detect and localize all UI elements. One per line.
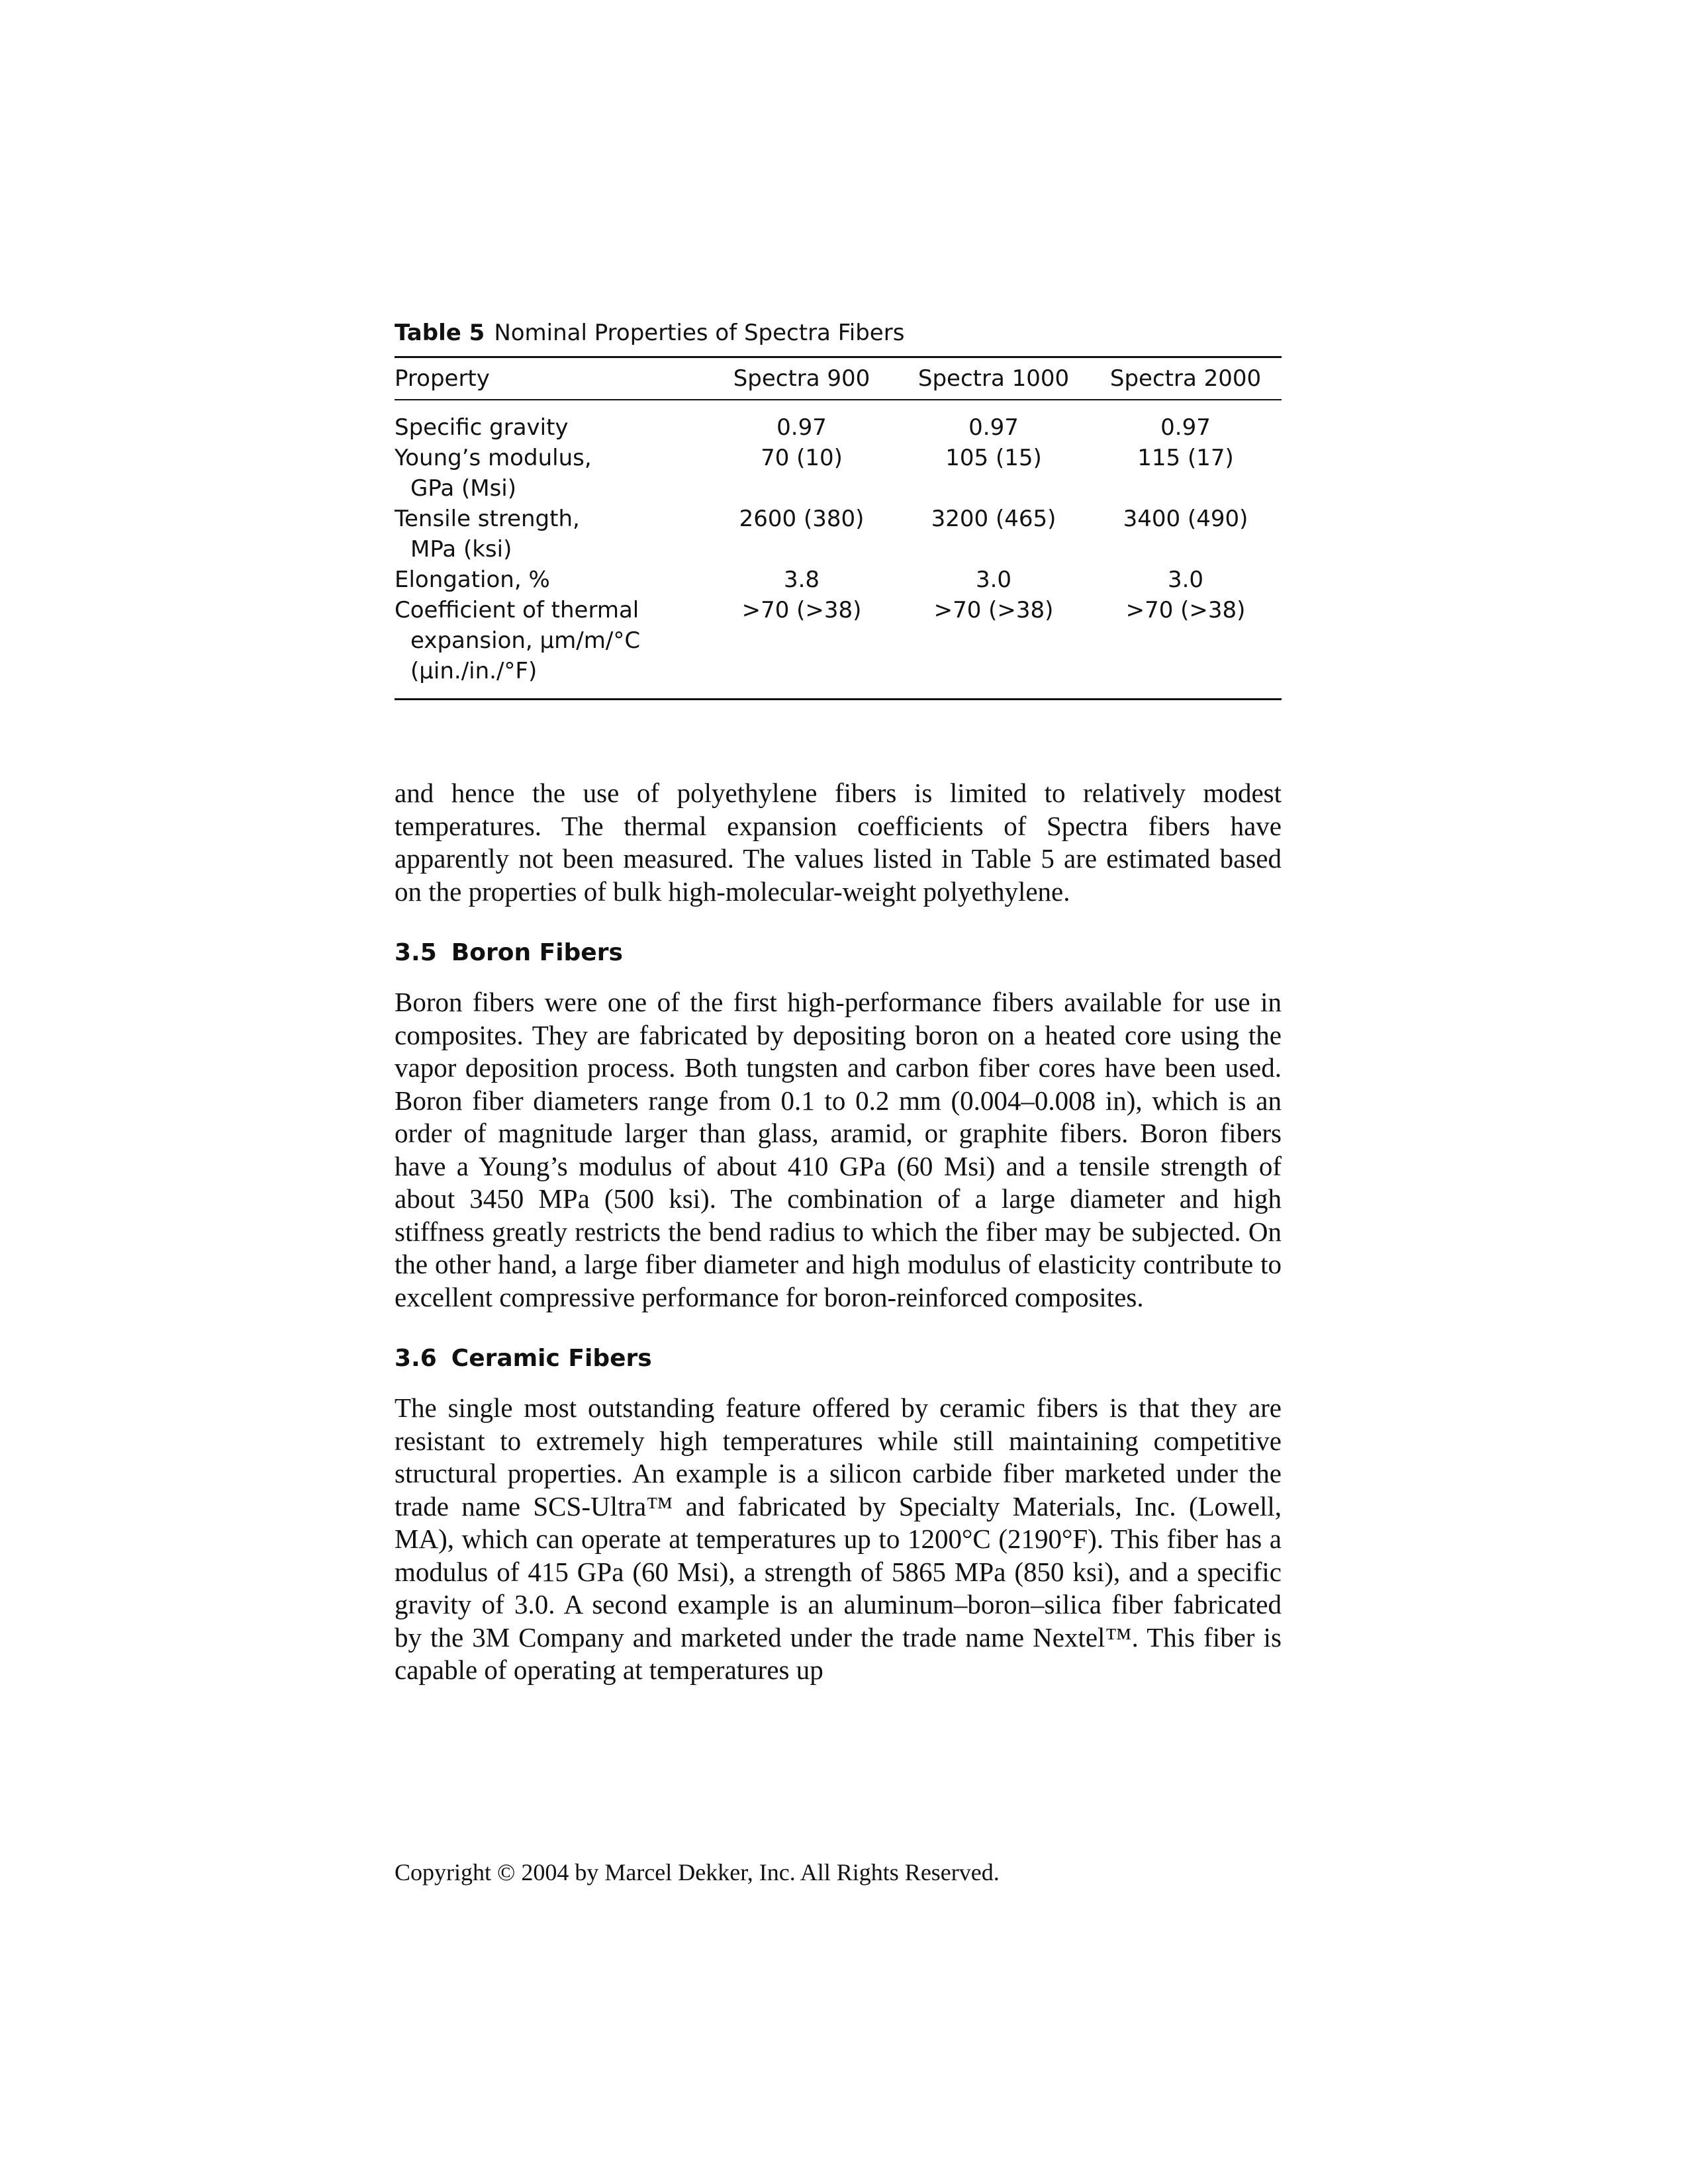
spectra-properties-table	[395, 356, 1282, 700]
boron-fibers-paragraph: Boron fibers were one of the first high-performance fibers available for use in composites. They are fabricated by depositing boron on a heated core using the vapor deposition process. Both tungsten and carbon fiber cores have been used. Boron fiber diameters range from 0.1 to 0.2 mm (0.004–0.008 in), which is an order of magnitude larger than glass, aramid, or graphite fibers. Boron fibers have a Young’s modulus of about 410 GPa (60 Msi) and a tensile strength of about 3450 MPa (500 ksi). The combination of a large diameter and high stiffness greatly restricts the bend radius to which the fiber may be subjected. On the other hand, a large fiber diameter and high modulus of elasticity contribute to excellent compressive performance for boron-reinforced composites.	[395, 987, 1282, 1312]
value-cell: 2600 (380)	[739, 506, 865, 532]
section-number: 3.6	[395, 1345, 437, 1372]
section-heading-ceramic-fibers	[395, 1343, 1282, 1375]
value-cell: 3.8	[783, 567, 820, 593]
property-unit: (µin./in./°F)	[410, 658, 538, 684]
column-header-property: Property	[395, 357, 706, 400]
table-header-row	[395, 357, 1282, 400]
copyright-footer: Copyright © 2004 by Marcel Dekker, Inc. All Rights Reserved.	[395, 1859, 1000, 1886]
section-heading-boron-fibers	[395, 937, 1282, 969]
intro-paragraph: and hence the use of polyethylene fibers is limited to relatively modest temperatures. The thermal expansion coefficients of Spectra fibers have apparently not been measured. The values listed in Table 5 are estimated based on the properties of bulk high-molecular-weight polyethylene.	[395, 778, 1282, 907]
value-cell: >70 (>38)	[898, 595, 1090, 700]
property-cell	[395, 504, 706, 565]
property-unit: GPa (Msi)	[410, 475, 516, 502]
value-cell: 115 (17)	[1137, 445, 1234, 471]
property-cell	[395, 443, 706, 504]
value-cell: 0.97	[1160, 414, 1211, 441]
section-title: Boron Fibers	[451, 939, 623, 966]
table-title: Nominal Properties of Spectra Fibers	[494, 320, 905, 346]
value-cell: 3200 (465)	[931, 506, 1056, 532]
value-cell: 70 (10)	[761, 445, 843, 471]
property-unit: expansion, µm/m/°C	[410, 627, 641, 654]
property-name: Specific gravity	[395, 414, 569, 441]
value-cell: 105 (15)	[945, 445, 1042, 471]
column-header-spectra-1000: Spectra 1000	[898, 357, 1090, 400]
section-number: 3.5	[395, 939, 437, 966]
table-row	[395, 595, 1282, 700]
property-cell	[395, 565, 706, 595]
table-label: Table 5	[395, 320, 485, 346]
table-row	[395, 565, 1282, 595]
ceramic-fibers-paragraph: The single most outstanding feature offered by ceramic fibers is that they are resistant to extremely high temperatures while still maintaining competitive structural properties. An example is a silicon carbide fiber marketed under the trade name SCS-Ultra™ and fabricated by Specialty Materials, Inc. (Lowell, MA), which can operate at temperatures up to 1200°C (2190°F). This fiber has a modulus of 415 GPa (60 Msi), a strength of 5865 MPa (850 ksi), and a specific gravity of 3.0. A second example is an aluminum–boron–silica fiber fabricated by the 3M Company and marketed under the trade name Nextel™. This fiber is capable of operating at temperatures up	[395, 1392, 1282, 1685]
table-row	[395, 400, 1282, 443]
property-name: Tensile strength,	[395, 506, 580, 532]
value-cell: >70 (>38)	[1090, 595, 1282, 700]
property-unit: MPa (ksi)	[410, 536, 512, 563]
property-cell	[395, 595, 706, 700]
page-body	[395, 318, 1282, 1687]
value-cell: 3400 (490)	[1123, 506, 1248, 532]
table-row	[395, 504, 1282, 565]
column-header-spectra-900: Spectra 900	[706, 357, 898, 400]
value-cell: 0.97	[776, 414, 827, 441]
table-caption	[395, 318, 1282, 348]
table-row	[395, 443, 1282, 504]
value-cell: >70 (>38)	[706, 595, 898, 700]
property-name: Young’s modulus,	[395, 445, 592, 471]
value-cell: 3.0	[1167, 567, 1204, 593]
value-cell: 3.0	[975, 567, 1012, 593]
value-cell: 0.97	[968, 414, 1019, 441]
section-title: Ceramic Fibers	[451, 1345, 652, 1372]
property-name: Coefficient of thermal	[395, 597, 639, 623]
property-name: Elongation, %	[395, 567, 550, 593]
column-header-spectra-2000: Spectra 2000	[1090, 357, 1282, 400]
property-cell	[395, 400, 706, 443]
